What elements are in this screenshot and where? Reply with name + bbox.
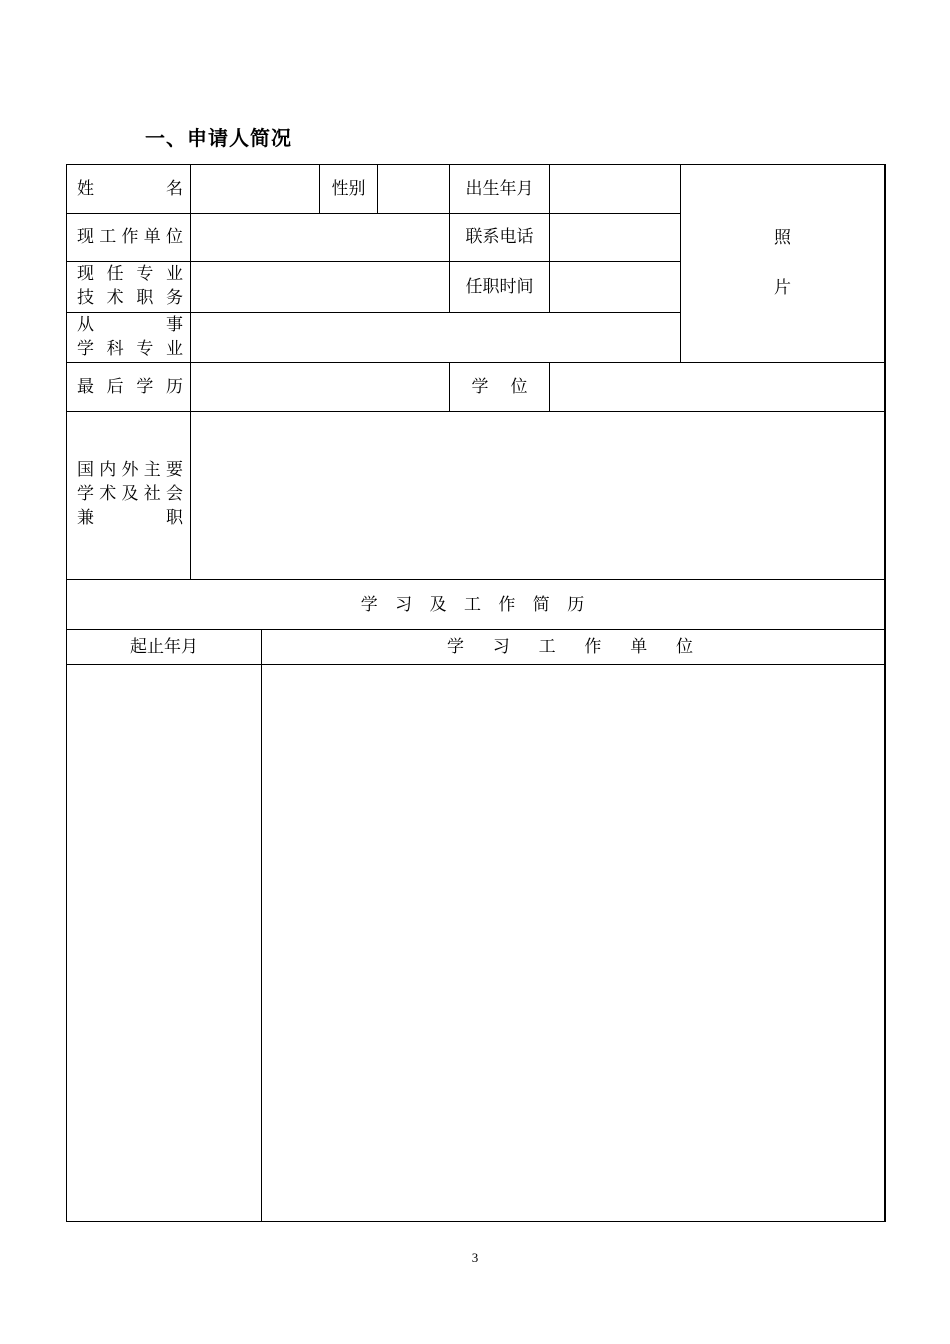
label-char: 术 bbox=[99, 484, 117, 504]
title-label bbox=[77, 262, 183, 310]
name-label-char: 姓 bbox=[77, 178, 94, 199]
name-label-char: 名 bbox=[166, 178, 183, 199]
label-char: 国 bbox=[77, 460, 94, 480]
period-header: 起止年月 bbox=[130, 637, 198, 657]
label-char: 要 bbox=[166, 460, 183, 480]
label-char: 现 bbox=[77, 264, 94, 284]
appoint-time-field[interactable] bbox=[550, 262, 680, 312]
appoint-time-label: 任职时间 bbox=[465, 276, 534, 297]
resume-header bbox=[67, 580, 884, 629]
name-label bbox=[77, 164, 183, 213]
education-label bbox=[77, 362, 183, 411]
discipline-label bbox=[77, 313, 183, 361]
label-char: 专 bbox=[136, 264, 154, 284]
phone-field[interactable] bbox=[550, 214, 680, 261]
title-label-line2 bbox=[77, 286, 183, 310]
work-unit-label bbox=[77, 213, 183, 261]
education-field[interactable] bbox=[191, 363, 449, 411]
page-number: 3 bbox=[471, 1250, 479, 1265]
label-char: 学 bbox=[471, 376, 489, 397]
label-char: 主 bbox=[143, 460, 161, 480]
label-char: 业 bbox=[165, 264, 183, 284]
unit-header-text: 学 习 工 作 单 位 bbox=[446, 637, 700, 657]
label-char: 社 bbox=[143, 484, 161, 504]
col-line bbox=[680, 164, 681, 363]
label-char: 作 bbox=[121, 227, 139, 247]
label-char: 从 bbox=[77, 315, 94, 335]
label-char: 外 bbox=[121, 460, 139, 480]
discipline-label-line1 bbox=[77, 313, 183, 337]
section-title: 一、申请人简况 bbox=[145, 126, 292, 150]
label-char: 单 bbox=[143, 227, 161, 247]
label-char: 学 bbox=[136, 376, 154, 397]
label-char: 工 bbox=[99, 227, 117, 247]
label-char: 职 bbox=[166, 508, 183, 528]
label-char: 科 bbox=[106, 339, 124, 359]
period-field[interactable] bbox=[67, 665, 261, 1221]
label-char: 业 bbox=[165, 339, 183, 359]
birth-field[interactable] bbox=[550, 165, 680, 213]
label-char: 最 bbox=[77, 376, 94, 397]
name-field[interactable] bbox=[191, 165, 319, 213]
label-char: 技 bbox=[77, 288, 94, 308]
work-unit-field[interactable] bbox=[191, 214, 449, 261]
resume-header-text: 学 习 及 工 作 简 历 bbox=[360, 594, 591, 615]
label-char: 现 bbox=[77, 227, 94, 247]
table-border-right bbox=[884, 164, 886, 1222]
label-char: 术 bbox=[106, 288, 124, 308]
label-char: 会 bbox=[166, 484, 183, 504]
posts-field[interactable] bbox=[191, 412, 884, 579]
label-char: 务 bbox=[165, 288, 183, 308]
label-char: 内 bbox=[99, 460, 117, 480]
gender-label: 性别 bbox=[331, 178, 366, 199]
label-char: 位 bbox=[510, 376, 528, 397]
label-char: 兼 bbox=[77, 508, 94, 528]
unit-header bbox=[262, 630, 884, 664]
photo-label-2: 片 bbox=[774, 278, 791, 298]
discipline-label-line2 bbox=[77, 337, 183, 361]
photo-label-1: 照 bbox=[774, 228, 791, 248]
discipline-field[interactable] bbox=[191, 313, 680, 362]
degree-field[interactable] bbox=[550, 363, 884, 411]
phone-label: 联系电话 bbox=[465, 227, 534, 247]
label-char: 后 bbox=[106, 376, 124, 397]
label-char: 专 bbox=[136, 339, 154, 359]
birth-label: 出生年月 bbox=[465, 178, 534, 199]
unit-field[interactable] bbox=[262, 665, 884, 1221]
posts-label bbox=[77, 458, 183, 530]
table-border-bottom bbox=[66, 1221, 886, 1222]
title-label-line1 bbox=[77, 262, 183, 286]
label-char: 位 bbox=[166, 227, 183, 247]
label-char: 及 bbox=[121, 484, 139, 504]
label-char: 历 bbox=[165, 376, 183, 397]
gender-field[interactable] bbox=[378, 165, 449, 213]
posts-label-line1 bbox=[77, 458, 183, 482]
label-char: 任 bbox=[106, 264, 124, 284]
label-char: 职 bbox=[136, 288, 154, 308]
label-char: 学 bbox=[77, 484, 94, 504]
posts-label-line3 bbox=[77, 506, 183, 530]
posts-label-line2 bbox=[77, 482, 183, 506]
title-field[interactable] bbox=[191, 262, 449, 312]
degree-label bbox=[450, 362, 549, 411]
label-char: 事 bbox=[166, 315, 183, 335]
photo-area[interactable] bbox=[681, 165, 884, 362]
label-char: 学 bbox=[77, 339, 94, 359]
